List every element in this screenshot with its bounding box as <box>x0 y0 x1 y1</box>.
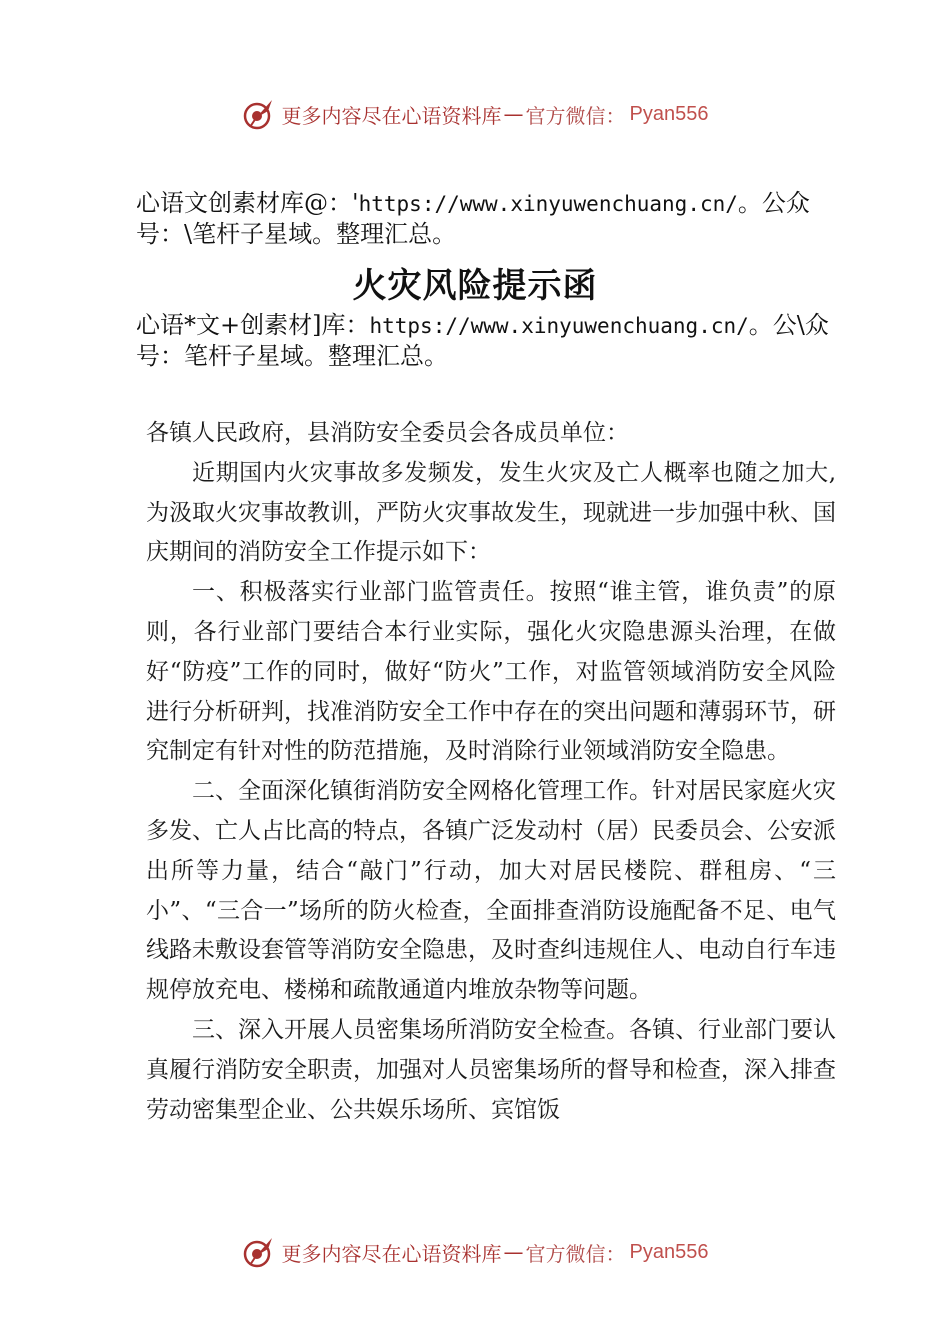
banner-text: 更多内容尽在心语资料库 <box>281 103 502 128</box>
document-body <box>146 414 836 1130</box>
source-note-1 <box>136 188 836 249</box>
paragraph-item-1: 一、积极落实行业部门监管责任。按照“谁主管，谁负责”的原则，各行业部门要结合本行业实际，强化火灾隐患源头治理，在做好“防疫”工作的同时，做好“防火”工作，对监管领域消防安全风险进行分析研判，找准消防安全工作中存在的突出问题和薄弱环节，研究制定有针对性的防范措施，及时消除行业领域消防安全隐患。 <box>146 579 836 765</box>
source-note-2-url: https://www.xinyuwenchuang.cn/ <box>369 314 749 338</box>
banner-dash: — <box>503 1240 524 1264</box>
quill-logo-icon <box>242 1235 276 1269</box>
source-note-1-url: https://www.xinyuwenchuang.cn/ <box>358 192 738 216</box>
paragraph-intro: 近期国内火灾事故多发频发，发生火灾及亡人概率也随之加大,为汲取火灾事故教训，严防火灾事故发生，现就进一步加强中秋、国庆期间的消防安全工作提示如下： <box>146 459 836 566</box>
banner-text: 更多内容尽在心语资料库 <box>281 1241 502 1266</box>
paragraph-item-2: 二、全面深化镇街消防安全网格化管理工作。针对居民家庭火灾多发、亡人占比高的特点，各镇广泛发动村（居）民委员会、公安派出所等力量，结合“敲门”行动，加大对居民楼院、群租房、“三小”、“三合一”场所的防火检查，全面排查消防设施配备不足、电气线路未敷设套管等消防安全隐患，及时查纠违规住人、电动自行车违规停放充电、楼梯和疏散通道内堆放杂物等问题。 <box>146 778 836 1004</box>
source-note-2-prefix: 心语*文+创素材]库： <box>136 311 370 339</box>
header-watermark-banner <box>0 94 950 134</box>
source-note-2-suffix: 。公\众号：笔杆子星域。整理汇总。 <box>136 311 829 370</box>
banner-dash: — <box>503 102 524 126</box>
source-note-1-suffix: 。公众号：\笔杆子星域。整理汇总。 <box>136 189 810 248</box>
banner-account: Pyan556 <box>629 1240 709 1263</box>
document-title: 火灾风险提示函 <box>352 266 598 306</box>
quill-logo-icon <box>242 97 276 131</box>
banner-wechat-label: 官方微信： <box>525 103 626 128</box>
banner-wechat-label: 官方微信： <box>525 1241 626 1266</box>
footer-watermark-banner <box>0 1232 950 1272</box>
banner-account: Pyan556 <box>629 102 709 125</box>
source-note-2 <box>136 310 836 371</box>
salutation: 各镇人民政府，县消防安全委员会各成员单位： <box>146 420 629 446</box>
paragraph-item-3: 三、深入开展人员密集场所消防安全检查。各镇、行业部门要认真履行消防安全职责，加强对人员密集场所的督导和检查，深入排查劳动密集型企业、公共娱乐场所、宾馆饭 <box>146 1016 836 1123</box>
source-note-1-prefix: 心语文创素材库@：' <box>136 189 359 217</box>
